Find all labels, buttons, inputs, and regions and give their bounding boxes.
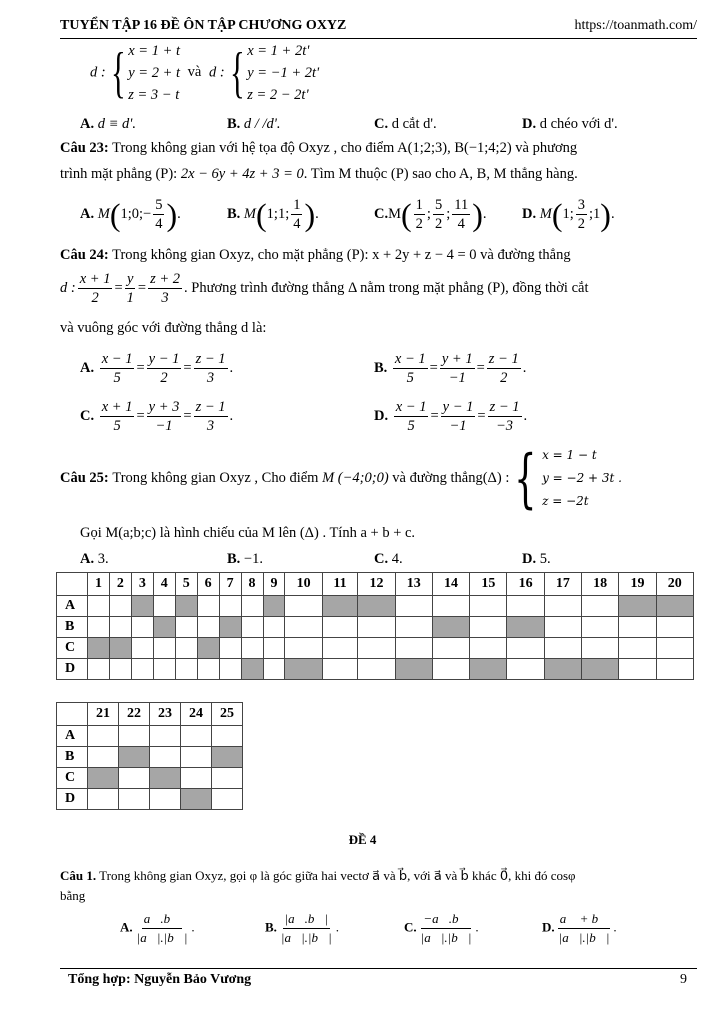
answer-cell <box>470 617 507 638</box>
answer-cell <box>88 617 110 638</box>
answer-cell <box>241 659 263 680</box>
answer-cell <box>263 638 285 659</box>
answer-cell <box>544 659 581 680</box>
answer-cell <box>263 659 285 680</box>
answer-cell <box>241 617 263 638</box>
answer-cell <box>322 638 358 659</box>
answer-cell <box>88 596 110 617</box>
answer-cell <box>507 617 544 638</box>
q25-option-d[interactable]: D. 5. <box>522 551 551 567</box>
footer-author: Tổng hợp: Nguyễn Bảo Vương <box>68 972 252 987</box>
q1-option-c[interactable]: C. $\frac{-a⃗.b⃗}{|a⃗|.|b⃗|}$ . <box>404 911 479 945</box>
answer-cell <box>544 617 581 638</box>
answer-cell <box>119 768 150 789</box>
answer-cell <box>241 596 263 617</box>
table-row <box>57 659 694 680</box>
header-url[interactable]: https://toanmath.com/ <box>574 18 697 33</box>
q22-option-a[interactable]: A. d ≡ d'. <box>80 116 136 132</box>
answer-cell <box>219 617 241 638</box>
q1-stem: Câu 1. Trong không gian Oxyz, gọi φ là góc giữa hai vectơ a⃗ và b⃗, với a⃗ và b⃗ khác 0⃗, khi đó cosφ <box>60 868 576 883</box>
table-col-header: 14 <box>432 573 469 596</box>
table-row <box>57 596 694 617</box>
table-col-header: 2 <box>109 573 131 596</box>
answer-cell <box>181 789 212 810</box>
answer-cell <box>219 659 241 680</box>
answer-cell <box>153 638 175 659</box>
table-col-header: 24 <box>181 703 212 726</box>
answer-cell <box>153 659 175 680</box>
q24-stem-3: và vuông góc với đường thẳng d là: <box>60 320 267 336</box>
answer-cell <box>150 768 181 789</box>
answer-cell <box>285 617 322 638</box>
q23-stem: Câu 23: Trong không gian với hệ tọa độ Oxyz , cho điểm A(1;2;3), B(−1;4;2) và phương <box>60 140 578 156</box>
table-col-header: 22 <box>119 703 150 726</box>
q23-option-d[interactable]: D. M(1; $\frac{3}{2}$ ;1). <box>522 196 615 233</box>
exam-title-de4: ĐỀ 4 <box>348 832 377 847</box>
table-row-header: D <box>57 659 88 680</box>
table-col-header: 18 <box>582 573 619 596</box>
answer-cell <box>656 596 693 617</box>
q22-option-c[interactable]: C. d cắt d'. <box>374 116 437 132</box>
table-col-header: 19 <box>619 573 656 596</box>
table-row <box>57 747 243 768</box>
answer-cell <box>619 638 656 659</box>
q22-systems: d : { x = 1 + t y = 2 + t z = 3 − t và d : { x = 1 + 2t' y = −1 + 2t' z = 2 − 2t' <box>90 42 320 104</box>
answer-cell <box>109 659 131 680</box>
answer-cell <box>507 638 544 659</box>
table-col-header: 13 <box>395 573 432 596</box>
page-number: 9 <box>680 972 687 987</box>
answer-cell <box>181 726 212 747</box>
table-row-header: A <box>57 596 88 617</box>
answer-cell <box>263 617 285 638</box>
answer-cell <box>619 596 656 617</box>
q25-option-a[interactable]: A. 3. <box>80 551 109 567</box>
answer-cell <box>470 596 507 617</box>
q24-option-d[interactable]: D. $\frac{x - 1}{5}$ = $\frac{y - 1}{-1}$ = $\frac{z - 1}{-3}$ . <box>374 399 528 434</box>
q25-option-c[interactable]: C. 4. <box>374 551 403 567</box>
table-row-header: C <box>57 638 88 659</box>
answer-cell <box>88 789 119 810</box>
q23-option-c[interactable]: C.M( $\frac{1}{2}$ ; $\frac{5}{2}$ ; $\frac{11}{4}$ ). <box>374 196 487 233</box>
table-col-header: 15 <box>470 573 507 596</box>
answer-cell <box>212 789 243 810</box>
q23-option-a[interactable]: A. M(1;0;− $\frac{5}{4}$ ). <box>80 196 181 233</box>
answer-cell <box>544 638 581 659</box>
table-row-header: C <box>57 768 88 789</box>
answer-cell <box>153 617 175 638</box>
answer-cell <box>197 638 219 659</box>
table-col-header: 8 <box>241 573 263 596</box>
answer-cell <box>582 638 619 659</box>
answer-cell <box>263 596 285 617</box>
table-col-header: 4 <box>153 573 175 596</box>
answer-cell <box>358 596 395 617</box>
q1-option-b[interactable]: B. $\frac{|a⃗.b⃗|}{|a⃗|.|b⃗|}$ . <box>265 911 339 945</box>
table-col-header: 23 <box>150 703 181 726</box>
answer-cell <box>88 768 119 789</box>
q1-option-a[interactable]: A. $\frac{a⃗.b⃗}{|a⃗|.|b⃗|}$ . <box>120 911 195 945</box>
answer-cell <box>322 659 358 680</box>
answer-cell <box>395 659 432 680</box>
answer-cell <box>656 617 693 638</box>
table-col-header: 21 <box>88 703 119 726</box>
answer-table-21-25 <box>56 702 243 810</box>
answer-cell <box>212 747 243 768</box>
q22-option-b[interactable]: B. d / /d'. <box>227 116 281 132</box>
q23-stem-2: trình mặt phẳng (P): 2x − 6y + 4z + 3 = 0. Tìm M thuộc (P) sao cho A, B, M thẳng hàng. <box>60 166 578 182</box>
answer-cell <box>131 596 153 617</box>
answer-cell <box>88 659 110 680</box>
answer-cell <box>432 659 469 680</box>
answer-cell <box>88 726 119 747</box>
answer-cell <box>181 768 212 789</box>
answer-cell <box>175 638 197 659</box>
q22-option-d[interactable]: D. d chéo với d'. <box>522 116 618 132</box>
answer-cell <box>619 617 656 638</box>
q22-system-d: { x = 1 + t y = 2 + t z = 3 − t <box>111 42 181 104</box>
table-corner <box>57 703 88 726</box>
table-col-header: 20 <box>656 573 693 596</box>
table-col-header: 12 <box>358 573 395 596</box>
table-corner <box>57 573 88 596</box>
answer-cell <box>507 596 544 617</box>
table-row <box>57 789 243 810</box>
answer-cell <box>507 659 544 680</box>
answer-cell <box>582 659 619 680</box>
answer-cell <box>432 596 469 617</box>
table-col-header: 25 <box>212 703 243 726</box>
answer-cell <box>544 596 581 617</box>
answer-cell <box>150 789 181 810</box>
header-title: TUYỂN TẬP 16 ĐỀ ÔN TẬP CHƯƠNG OXYZ <box>60 18 347 33</box>
answer-cell <box>119 789 150 810</box>
answer-cell <box>119 726 150 747</box>
answer-cell <box>358 659 395 680</box>
answer-cell <box>656 638 693 659</box>
answer-cell <box>656 659 693 680</box>
q25-system: { x = 1 − t y = −2 + 3t . z = −2t <box>514 441 622 516</box>
answer-cell <box>358 638 395 659</box>
answer-cell <box>432 638 469 659</box>
table-row-header: B <box>57 747 88 768</box>
answer-cell <box>285 659 322 680</box>
answer-cell <box>619 659 656 680</box>
q24-stem: Câu 24: Trong không gian Oxyz, cho mặt phẳng (P): x + 2y + z − 4 = 0 và đường thẳng <box>60 247 571 263</box>
answer-cell <box>432 617 469 638</box>
answer-cell <box>470 659 507 680</box>
q25-stem: Câu 25: Trong không gian Oxyz , Cho điểm M (−4;0;0) và đường thẳng(Δ) : { x = 1 − t y = −2 + 3t . z = −2t <box>60 441 622 516</box>
answer-cell <box>175 596 197 617</box>
table-row-header: A <box>57 726 88 747</box>
table-row <box>57 768 243 789</box>
answer-cell <box>109 638 131 659</box>
header-rule <box>60 38 697 39</box>
answer-cell <box>88 638 110 659</box>
answer-cell <box>582 617 619 638</box>
answer-cell <box>131 659 153 680</box>
q22-system-d2: { x = 1 + 2t' y = −1 + 2t' z = 2 − 2t' <box>230 42 320 104</box>
q23-option-b[interactable]: B. M(1;1; $\frac{1}{4}$ ). <box>227 196 319 233</box>
answer-cell <box>197 659 219 680</box>
answer-cell <box>153 596 175 617</box>
table-row <box>57 726 243 747</box>
table-col-header: 10 <box>285 573 322 596</box>
answer-cell <box>358 617 395 638</box>
q25-stem-2: Gọi M(a;b;c) là hình chiếu của M lên (Δ) . Tính a + b + c. <box>80 525 416 541</box>
table-col-header: 16 <box>507 573 544 596</box>
table-row <box>57 638 694 659</box>
q24-stem-2: d : $\frac{x + 1}{2}$ = $\frac{y}{1}$ = $\frac{z + 2}{3}$ . Phương trình đường thẳng Δ nằm trong mặt phẳng (P), đồng thời cắt <box>60 271 589 306</box>
answer-cell <box>395 638 432 659</box>
table-col-header: 7 <box>219 573 241 596</box>
table-col-header: 3 <box>131 573 153 596</box>
answer-cell <box>131 638 153 659</box>
answer-cell <box>582 596 619 617</box>
answer-cell <box>322 596 358 617</box>
q24-option-a[interactable]: A. $\frac{x - 1}{5}$ = $\frac{y - 1}{2}$ = $\frac{z - 1}{3}$ . <box>80 351 234 386</box>
answer-cell <box>470 638 507 659</box>
q24-option-c[interactable]: C. $\frac{x + 1}{5}$ = $\frac{y + 3}{-1}$ = $\frac{z - 1}{3}$ . <box>80 399 234 434</box>
answer-cell <box>150 747 181 768</box>
q25-option-b[interactable]: B. −1. <box>227 551 263 567</box>
table-col-header: 9 <box>263 573 285 596</box>
table-col-header: 11 <box>322 573 358 596</box>
table-col-header: 1 <box>88 573 110 596</box>
answer-cell <box>119 747 150 768</box>
answer-cell <box>109 617 131 638</box>
answer-cell <box>197 596 219 617</box>
q24-option-b[interactable]: B. $\frac{x - 1}{5}$ = $\frac{y + 1}{-1}$ = $\frac{z - 1}{2}$ . <box>374 351 527 386</box>
answer-cell <box>150 726 181 747</box>
answer-cell <box>219 596 241 617</box>
answer-cell <box>109 596 131 617</box>
answer-cell <box>212 768 243 789</box>
answer-cell <box>175 659 197 680</box>
table-row-header: B <box>57 617 88 638</box>
table-row-header: D <box>57 789 88 810</box>
q1-stem-2: bằng <box>60 888 86 903</box>
answer-cell <box>175 617 197 638</box>
table-col-header: 17 <box>544 573 581 596</box>
footer-rule <box>60 968 697 969</box>
answer-cell <box>197 617 219 638</box>
answer-cell <box>395 617 432 638</box>
table-col-header: 5 <box>175 573 197 596</box>
answer-cell <box>241 638 263 659</box>
answer-table-1-20 <box>56 572 694 680</box>
answer-cell <box>212 726 243 747</box>
answer-cell <box>285 596 322 617</box>
answer-cell <box>219 638 241 659</box>
q1-option-d[interactable]: D. $\frac{a⃗ + b⃗}{|a⃗|.|b⃗|}$ . <box>542 911 617 945</box>
answer-cell <box>322 617 358 638</box>
answer-cell <box>285 638 322 659</box>
table-col-header: 6 <box>197 573 219 596</box>
answer-cell <box>88 747 119 768</box>
table-row <box>57 617 694 638</box>
answer-cell <box>131 617 153 638</box>
answer-cell <box>181 747 212 768</box>
answer-cell <box>395 596 432 617</box>
